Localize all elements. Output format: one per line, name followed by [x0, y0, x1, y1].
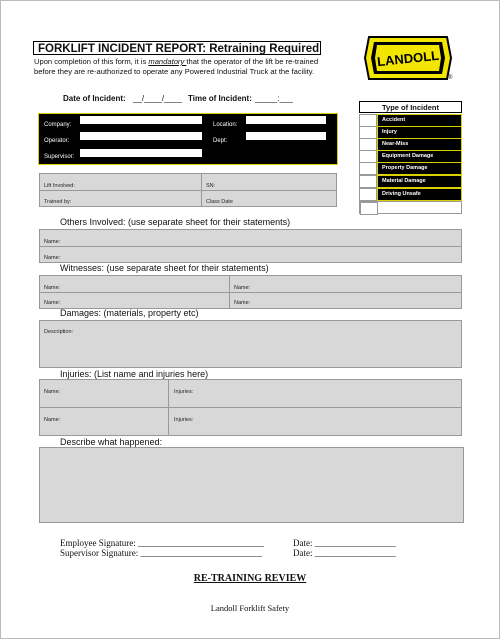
date-of-incident-label: Date of Incident: [63, 94, 126, 103]
description-label: Description: [44, 329, 74, 335]
others-name-label: Name: [44, 255, 61, 261]
describe-heading: Describe what happened: [60, 437, 163, 447]
witnesses-heading: Witnesses: (use separate sheet for their statements) [60, 263, 269, 273]
damages-heading: Damages: (materials, property etc) [60, 308, 199, 318]
checkbox[interactable] [359, 162, 377, 175]
injuries-label: Injuries: [174, 417, 194, 423]
incident-type-material-damage[interactable]: Material Damage [359, 175, 462, 188]
dept-label: Dept: [213, 138, 228, 144]
incident-type-equipment-damage[interactable]: Equipment Damage [359, 150, 462, 163]
supervisor-field[interactable] [80, 149, 202, 157]
logo-text: LANDOLL [376, 47, 440, 70]
lift-involved-label: Lift Involved: [44, 183, 75, 189]
injuries-label: Injuries: [174, 389, 194, 395]
mandatory-text: mandatory [148, 57, 187, 66]
landoll-logo [363, 33, 453, 83]
incident-type-injury[interactable]: Injury [359, 126, 462, 139]
operator-label: Operator: [44, 138, 70, 144]
sn-label: SN: [206, 183, 216, 189]
class-date-label: Class Date [206, 199, 233, 205]
injury-name-label: Name: [44, 417, 61, 423]
damages-description-box[interactable] [39, 320, 462, 368]
supervisor-date-line[interactable]: Date: __________________ [293, 548, 396, 558]
describe-what-happened-box[interactable] [39, 447, 464, 523]
injuries-heading: Injuries: (List name and injuries here) [60, 369, 209, 379]
location-label: Location: [213, 122, 238, 128]
footer-text: Landoll Forklift Safety [210, 603, 290, 613]
date-of-incident-field[interactable]: __/____/____ [133, 94, 182, 103]
company-field[interactable] [80, 116, 202, 124]
dept-field[interactable] [246, 132, 326, 140]
others-involved-heading: Others Involved: (use separate sheet for their statements) [60, 217, 291, 227]
intro-text: Upon completion of this form, it is mandatory that the operator of the lift be re-trained before they are re-authorized to operate any Powered Industrial Truck at the facility. [34, 57, 319, 76]
incident-type-driving-unsafe[interactable]: Driving Unsafe [359, 188, 462, 201]
witness-name-label: Name: [234, 300, 251, 306]
operator-field[interactable] [80, 132, 202, 140]
employee-date-line[interactable]: Date: __________________ [293, 538, 396, 548]
supervisor-label: Supervisor: [44, 154, 75, 160]
witness-name-label: Name: [234, 285, 251, 291]
checkbox[interactable] [359, 188, 377, 201]
checkbox[interactable] [359, 175, 377, 188]
witness-name-label: Name: [44, 300, 61, 306]
trained-by-label: Trained by: [44, 199, 72, 205]
incident-type-property-damage[interactable]: Property Damage [359, 162, 462, 175]
injury-name-label: Name: [44, 389, 61, 395]
location-field[interactable] [246, 116, 326, 124]
time-of-incident-label: Time of Incident: [188, 94, 252, 103]
company-label: Company: [44, 122, 72, 128]
incident-type-accident[interactable]: Accident [359, 114, 462, 127]
registered-mark: ® [448, 75, 453, 81]
others-name-label: Name: [44, 239, 61, 245]
incident-type-near-miss[interactable]: Near-Miss [359, 138, 462, 151]
type-of-incident-header: Type of Incident [359, 101, 462, 113]
form-title: FORKLIFT INCIDENT REPORT: Retraining Required [33, 41, 321, 55]
checkbox[interactable] [360, 202, 378, 215]
retraining-review-heading: RE-TRAINING REVIEW [193, 573, 307, 584]
supervisor-signature-line[interactable]: Supervisor Signature: ___________________________ [60, 548, 262, 558]
employee-signature-line[interactable]: Employee Signature: ____________________________ [60, 538, 264, 548]
incident-type-other[interactable] [359, 201, 462, 214]
time-of-incident-field[interactable]: _____:___ [255, 94, 293, 103]
witness-name-label: Name: [44, 285, 61, 291]
